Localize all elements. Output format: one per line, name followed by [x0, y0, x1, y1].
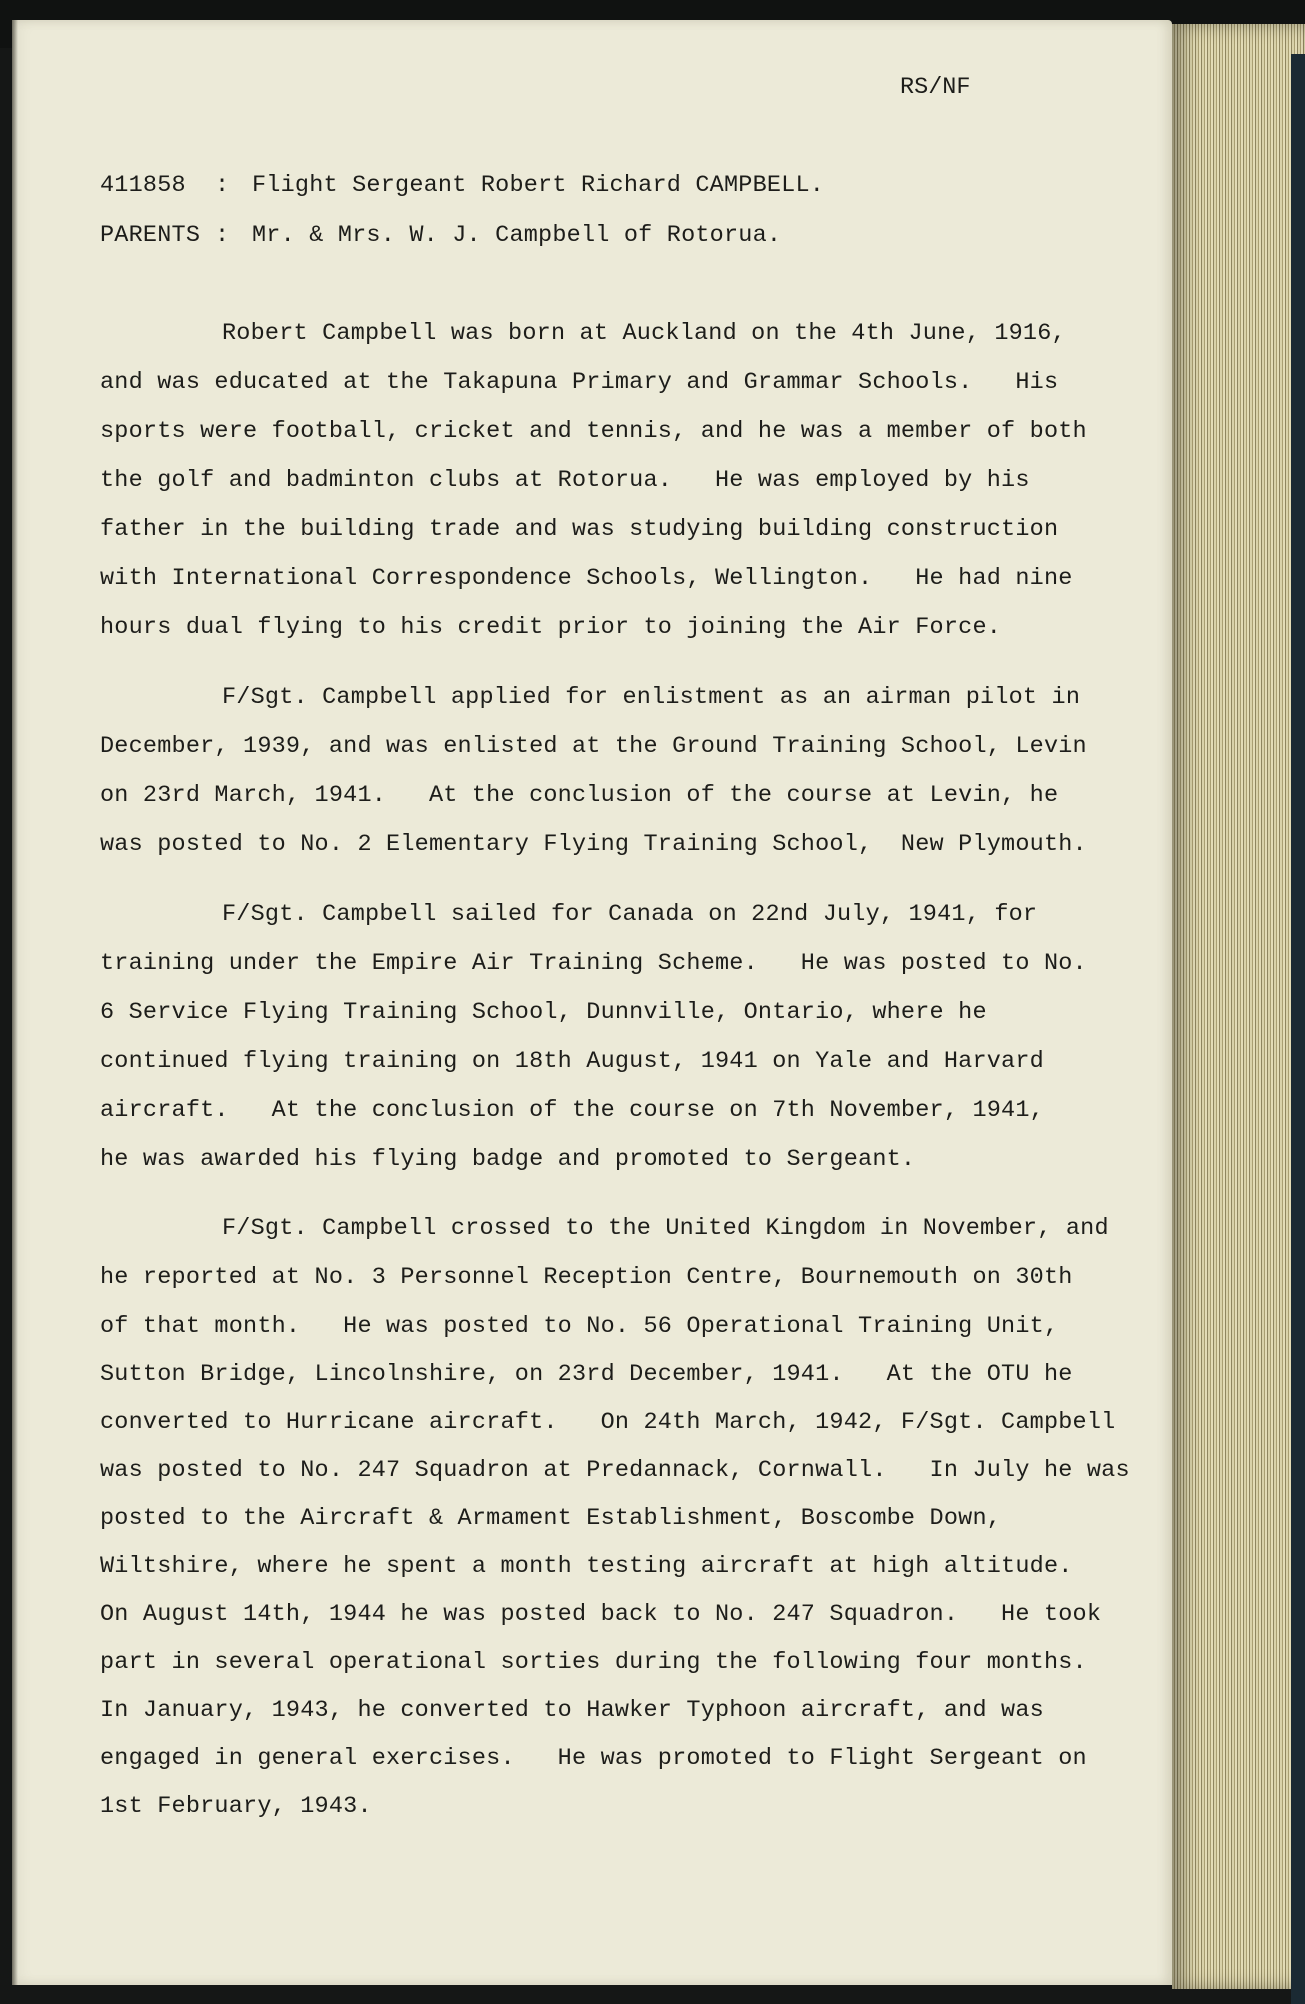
p2-line-2: December, 1939, and was enlisted at the Ground Training School, Levin [100, 733, 1087, 760]
p4-line-9: On August 14th, 1944 he was posted back to No. 247 Squadron. He took [100, 1601, 1102, 1628]
service-number: 411858 [100, 172, 186, 199]
p4-line-4: Sutton Bridge, Lincolnshire, on 23rd December, 1941. At the OTU he [100, 1361, 1073, 1388]
p1-line-2: and was educated at the Takapuna Primary and Grammar Schools. His [100, 369, 1059, 396]
p3-line-2: training under the Empire Air Training Scheme. He was posted to No. [100, 950, 1087, 977]
reference-code: RS/NF [900, 74, 971, 101]
p3-line-1: F/Sgt. Campbell sailed for Canada on 22nd July, 1941, for [222, 901, 1038, 928]
p3-line-6: he was awarded his flying badge and promoted to Sergeant. [100, 1146, 916, 1173]
p4-line-7: posted to the Aircraft & Armament Establishment, Boscombe Down, [100, 1505, 1002, 1532]
p4-line-6: was posted to No. 247 Squadron at Predannack, Cornwall. In July he was [100, 1457, 1130, 1484]
parents-text: Mr. & Mrs. W. J. Campbell of Rotorua. [252, 222, 782, 249]
page-left-shadow [12, 20, 18, 1985]
p4-line-13: 1st February, 1943. [100, 1793, 372, 1820]
p1-line-3: sports were football, cricket and tennis, and he was a member of both [100, 418, 1087, 445]
p3-line-5: aircraft. At the conclusion of the course on 7th November, 1941, [100, 1097, 1044, 1124]
p1-line-5: father in the building trade and was studying building construction [100, 516, 1059, 543]
p4-line-2: he reported at No. 3 Personnel Reception Centre, Bournemouth on 30th [100, 1264, 1073, 1291]
p2-line-3: on 23rd March, 1941. At the conclusion of the course at Levin, he [100, 782, 1059, 809]
name-line: Flight Sergeant Robert Richard CAMPBELL. [252, 172, 825, 199]
p3-line-4: continued flying training on 18th August, 1941 on Yale and Harvard [100, 1048, 1044, 1075]
p3-line-3: 6 Service Flying Training School, Dunnville, Ontario, where he [100, 999, 987, 1026]
p1-line-4: the golf and badminton clubs at Rotorua. He was employed by his [100, 467, 1030, 494]
p4-line-3: of that month. He was posted to No. 56 Operational Training Unit, [100, 1313, 1059, 1340]
p4-line-10: part in several operational sorties during the following four months. [100, 1649, 1087, 1676]
p1-line-1: Robert Campbell was born at Auckland on the 4th June, 1916, [222, 320, 1066, 347]
p2-line-1: F/Sgt. Campbell applied for enlistment as an airman pilot in [222, 684, 1081, 711]
parents-label: PARENTS [100, 222, 201, 249]
p4-line-8: Wiltshire, where he spent a month testing aircraft at high altitude. [100, 1553, 1073, 1580]
p4-line-12: engaged in general exercises. He was promoted to Flight Sergeant on [100, 1745, 1087, 1772]
book-cover-edge [1291, 54, 1305, 2004]
p4-line-1: F/Sgt. Campbell crossed to the United Kingdom in November, and [222, 1215, 1109, 1242]
parents-separator: : [215, 222, 230, 249]
header-separator: : [215, 172, 230, 199]
p1-line-6: with International Correspondence Schools, Wellington. He had nine [100, 565, 1073, 592]
p1-line-7: hours dual flying to his credit prior to joining the Air Force. [100, 614, 1002, 641]
p4-line-11: In January, 1943, he converted to Hawker Typhoon aircraft, and was [100, 1697, 1044, 1724]
p2-line-4: was posted to No. 2 Elementary Flying Training School, New Plymouth. [100, 831, 1087, 858]
p4-line-5: converted to Hurricane aircraft. On 24th March, 1942, F/Sgt. Campbell [100, 1409, 1116, 1436]
book-page-edges [1172, 24, 1305, 1989]
